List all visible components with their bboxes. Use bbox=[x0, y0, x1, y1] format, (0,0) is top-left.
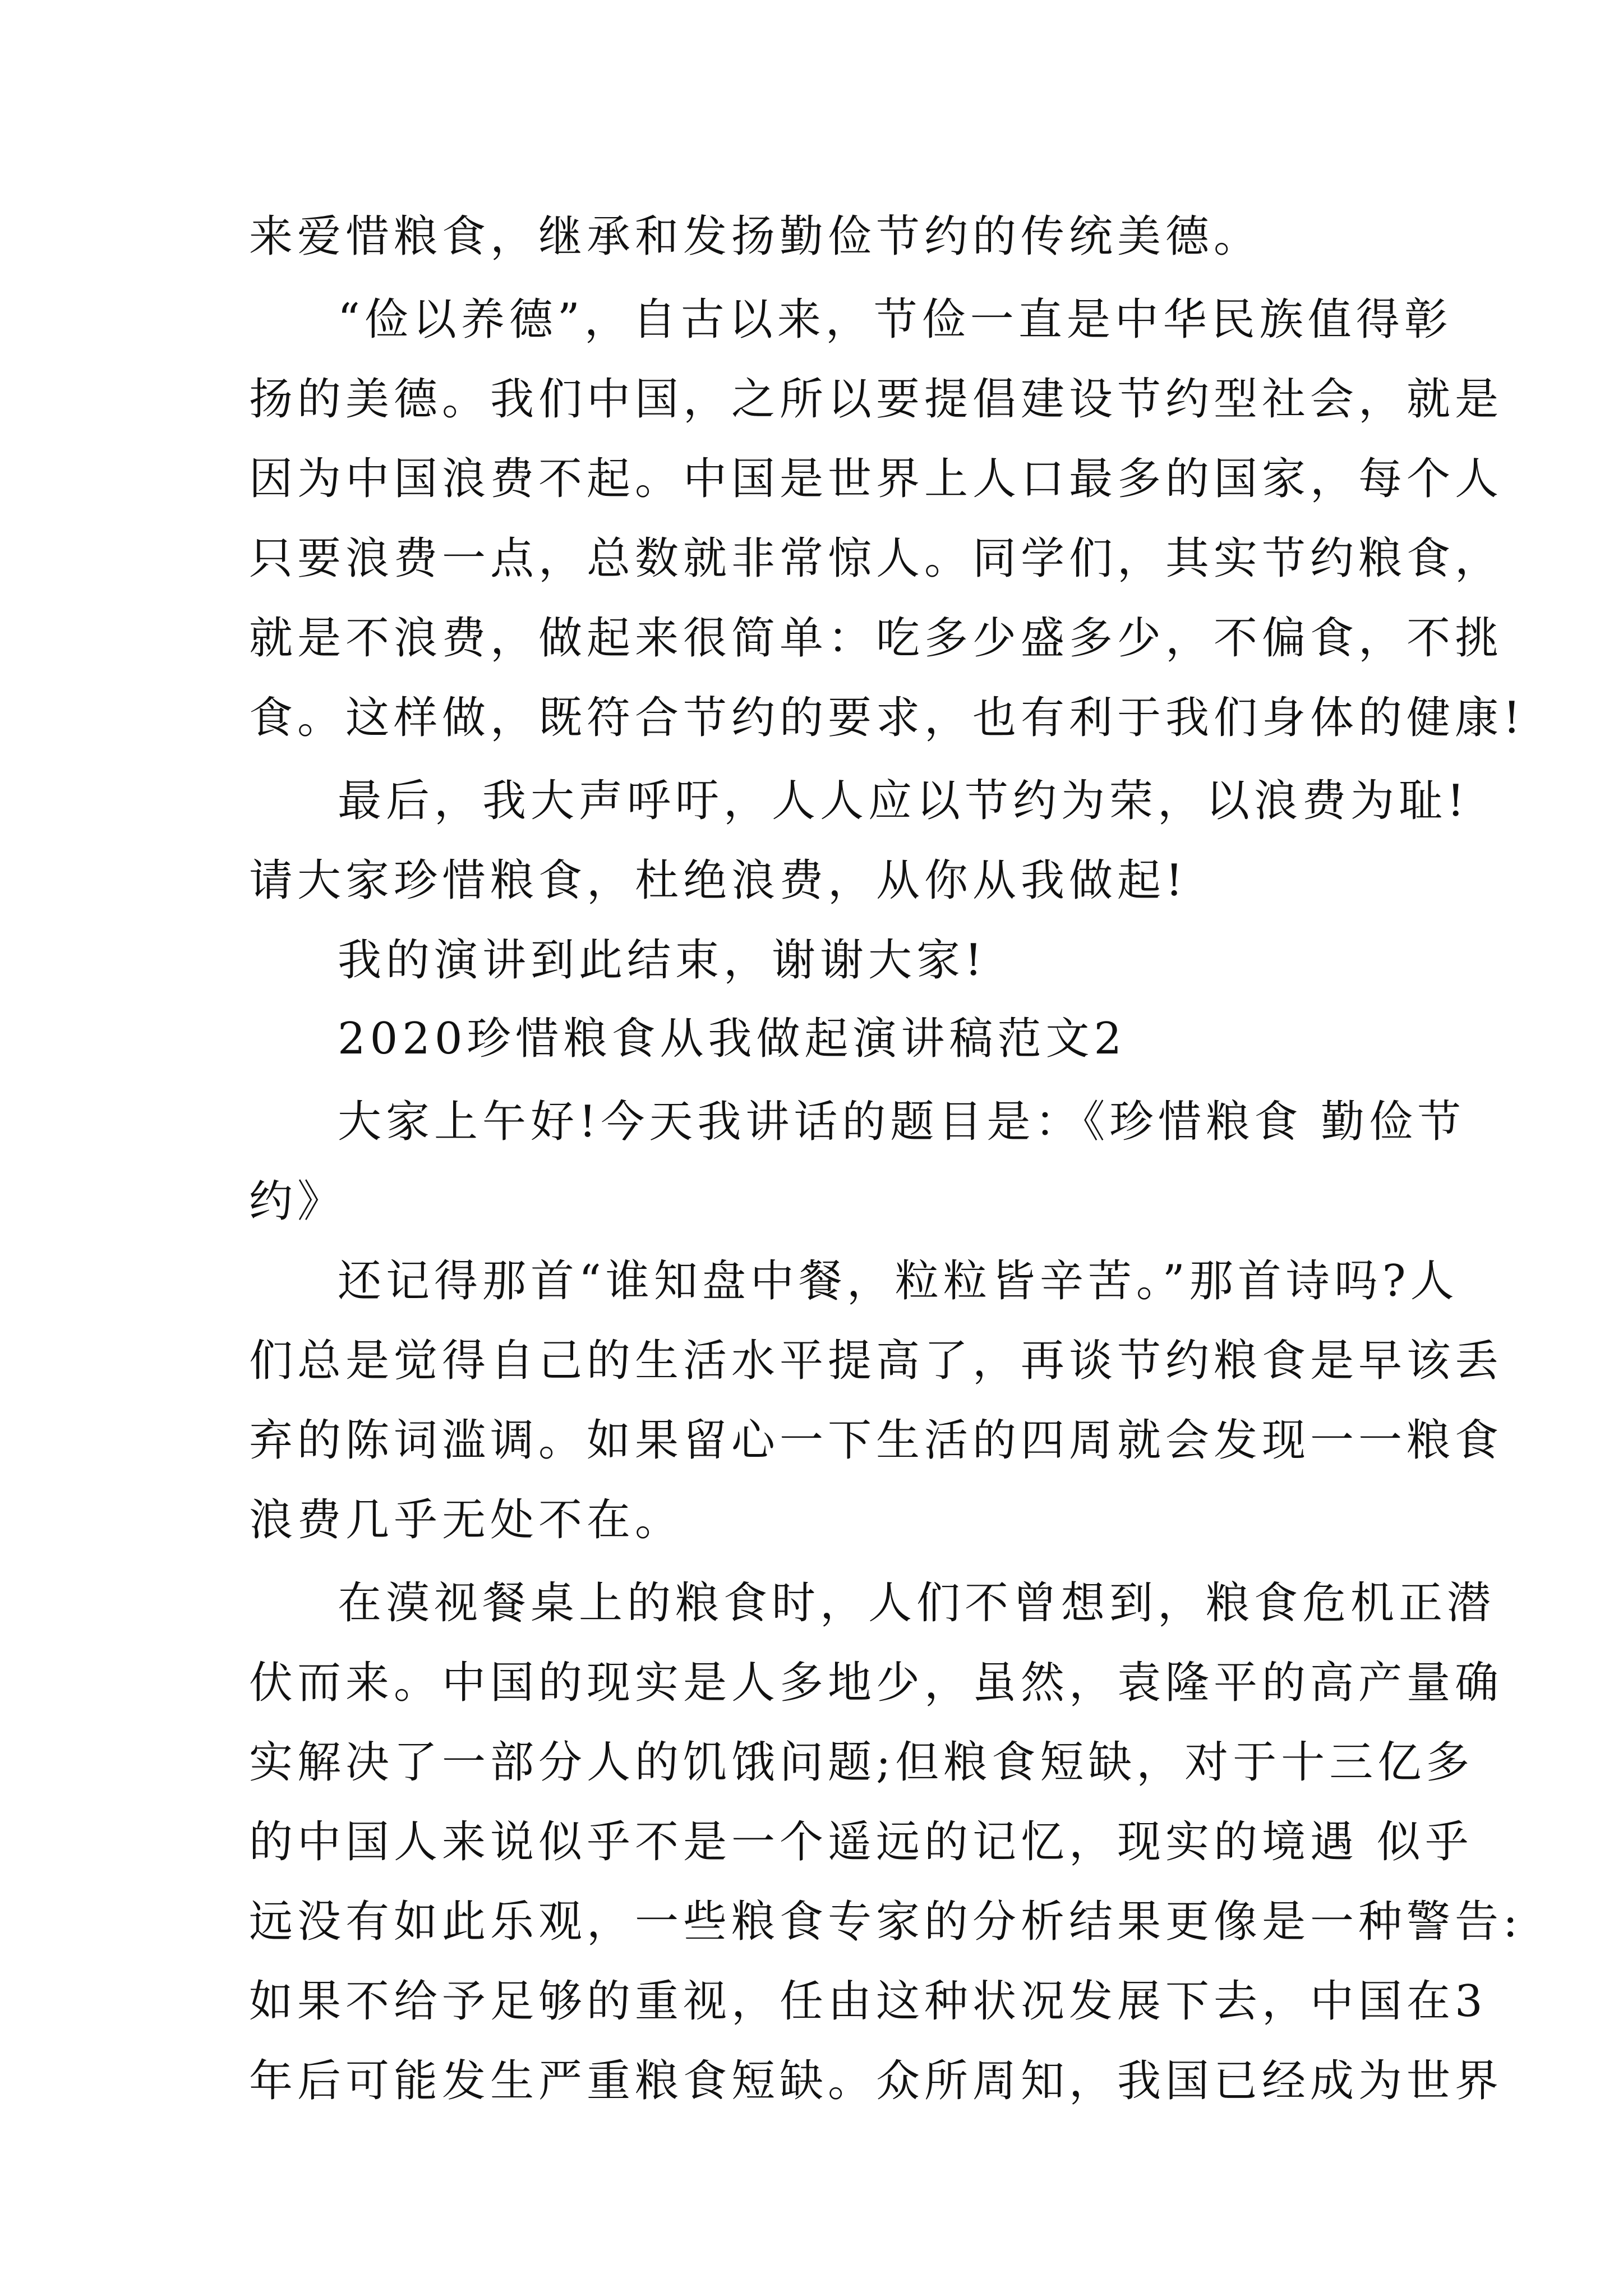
text-line: 伏而来。中国的现实是人多地少，虽然，袁隆平的高产量确 bbox=[249, 1658, 1504, 1708]
text-line: 弃的陈词滥调。如果留心一下生活的四周就会发现一一粮食 bbox=[249, 1415, 1504, 1466]
paragraph-start: 大家上午好!今天我讲话的题目是：《珍惜粮食 勤俭节 bbox=[338, 1097, 1466, 1147]
paragraph-start: 我的演讲到此结束，谢谢大家! bbox=[338, 935, 987, 986]
text-line: 来爱惜粮食，继承和发扬勤俭节约的传统美德。 bbox=[249, 211, 1262, 262]
paragraph-start: 最后，我大声呼吁，人人应以节约为荣，以浪费为耻! bbox=[338, 776, 1469, 826]
text-line: 远没有如此乐观，一些粮食专家的分析结果更像是一种警告: bbox=[249, 1897, 1523, 1947]
text-line: 浪费几乎无处不在。 bbox=[249, 1495, 684, 1545]
text-line: 年后可能发生严重粮食短缺。众所周知，我国已经成为世界 bbox=[249, 2056, 1504, 2106]
text-line: 约》 bbox=[249, 1176, 346, 1227]
text-line: 请大家珍惜粮食，杜绝浪费，从你从我做起! bbox=[249, 855, 1188, 906]
text-line: 就是不浪费，做起来很简单：吃多少盛多少，不偏食，不挑 bbox=[249, 613, 1504, 664]
text-line: 们总是觉得自己的生活水平提高了，再谈节约粮食是早该丢 bbox=[249, 1336, 1504, 1386]
text-line: 只要浪费一点，总数就非常惊人。同学们，其实节约粮食， bbox=[249, 533, 1504, 584]
section-title: 2020珍惜粮食从我做起演讲稿范文2 bbox=[338, 1014, 1127, 1064]
text-line: 的中国人来说似乎不是一个遥远的记忆，现实的境遇 似乎 bbox=[249, 1817, 1473, 1867]
text-line: 实解决了一部分人的饥饿问题;但粮食短缺，对于十三亿多 bbox=[249, 1737, 1474, 1788]
paragraph-start: “俭以养德”，自古以来，节俭一直是中华民族值得彰 bbox=[338, 295, 1453, 345]
paragraph-start: 还记得那首“谁知盘中餐，粒粒皆辛苦。”那首诗吗?人 bbox=[338, 1256, 1459, 1306]
text-line: 如果不给予足够的重视，任由这种状况发展下去，中国在3 bbox=[249, 1976, 1487, 2027]
text-line: 扬的美德。我们中国，之所以要提倡建设节约型社会，就是 bbox=[249, 374, 1504, 425]
text-line: 食。这样做，既符合节约的要求，也有利于我们身体的健康! bbox=[249, 693, 1525, 743]
paragraph-start: 在漠视餐桌上的粮食时，人们不曾想到，粮食危机正潜 bbox=[338, 1578, 1496, 1628]
text-line: 因为中国浪费不起。中国是世界上人口最多的国家，每个人 bbox=[249, 454, 1504, 504]
